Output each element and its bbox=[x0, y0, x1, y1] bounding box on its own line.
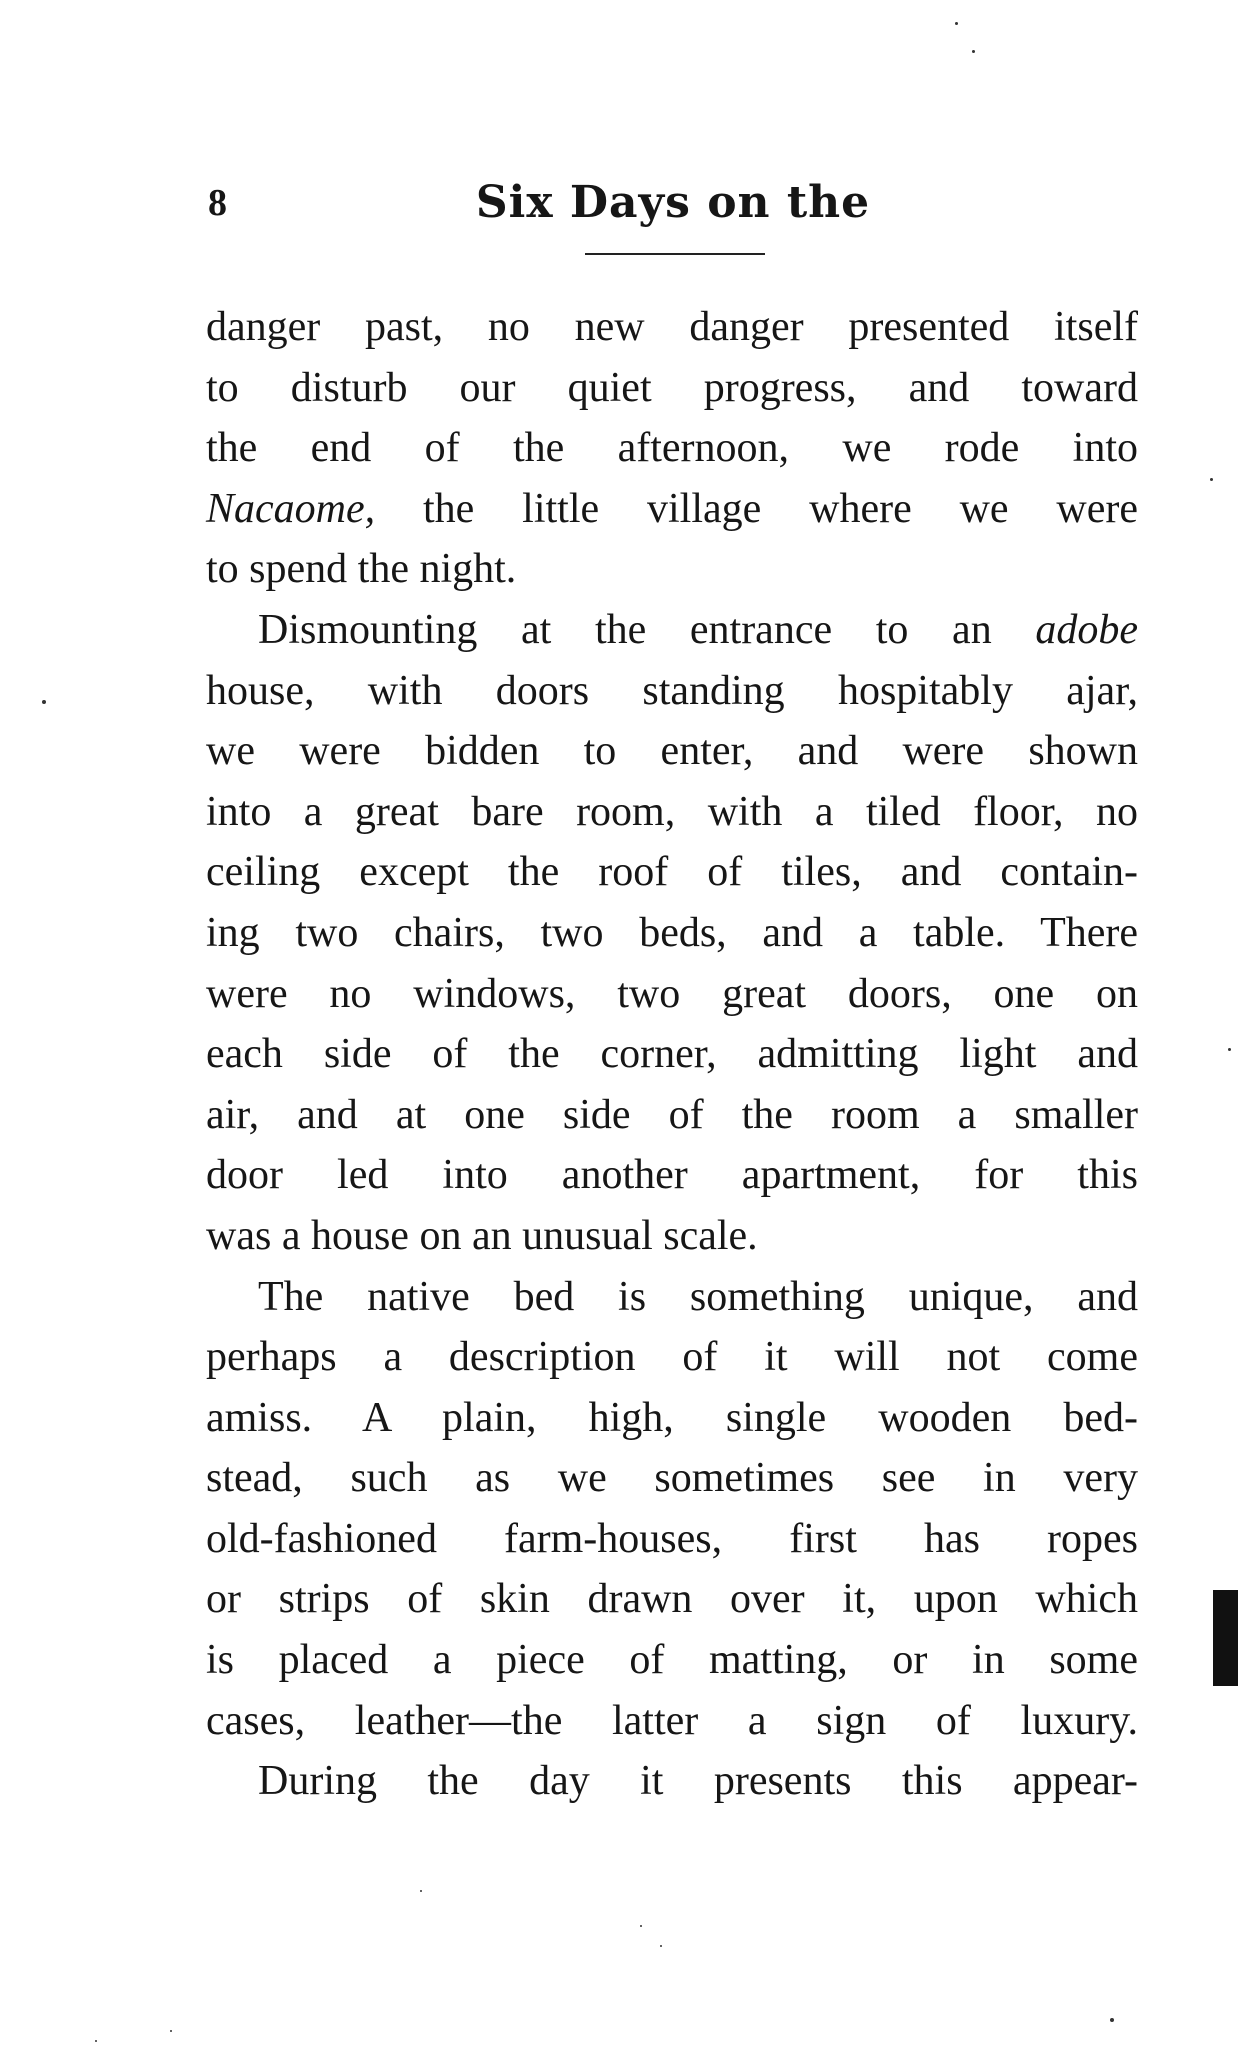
speck bbox=[170, 2030, 172, 2032]
text-line: old-fashioned farm-houses, first has ropes bbox=[206, 1515, 1138, 1562]
text-line: each side of the corner, admitting light and bbox=[206, 1031, 1138, 1078]
italic-term: adobe bbox=[1035, 606, 1138, 653]
text-line: we were bidden to enter, and were shown bbox=[206, 728, 1138, 775]
text-line: to spend the night. bbox=[206, 546, 517, 593]
text-line bbox=[206, 600, 1138, 661]
running-head-title: Six Days on the bbox=[475, 177, 871, 228]
text-line: During the day it presents this appear- bbox=[258, 1758, 1138, 1805]
speck bbox=[1228, 1048, 1231, 1051]
text-line: to disturb our quiet progress, and toward bbox=[206, 364, 1138, 411]
speck bbox=[972, 50, 975, 53]
speck bbox=[640, 1925, 642, 1927]
speck bbox=[420, 1890, 422, 1892]
running-head-rule bbox=[585, 253, 765, 255]
text-line: the end of the afternoon, we rode into bbox=[206, 425, 1138, 472]
text-line: stead, such as we sometimes see in very bbox=[206, 1455, 1138, 1502]
speck bbox=[660, 1945, 662, 1947]
text-line: air, and at one side of the room a smaller bbox=[206, 1091, 1138, 1138]
text-line: cases, leather—the latter a sign of luxury. bbox=[206, 1697, 1138, 1744]
text-line: into a great bare room, with a tiled floor, no bbox=[206, 788, 1138, 835]
text-line: The native bed is something unique, and bbox=[258, 1273, 1138, 1320]
text-line: ceiling except the roof of tiles, and contain- bbox=[206, 849, 1138, 896]
text-line: ing two chairs, two beds, and a table. There bbox=[206, 909, 1138, 956]
page-number: 8 bbox=[208, 182, 227, 224]
text-line: perhaps a description of it will not come bbox=[206, 1334, 1138, 1381]
speck bbox=[955, 22, 958, 25]
text-line: amiss. A plain, high, single wooden bed- bbox=[206, 1394, 1138, 1441]
text-line-rest: the little village where we were bbox=[375, 485, 1138, 532]
scan-margin-mark bbox=[1213, 1590, 1238, 1686]
speck bbox=[1110, 2018, 1114, 2022]
text-line: danger past, no new danger presented itself bbox=[206, 304, 1138, 350]
text-line: was a house on an unusual scale. bbox=[206, 1212, 758, 1259]
speck bbox=[1210, 478, 1213, 481]
text-line-start: Dismounting at the entrance to an bbox=[258, 606, 1036, 653]
running-head bbox=[208, 178, 1138, 238]
text-line: is placed a piece of matting, or in some bbox=[206, 1637, 1138, 1684]
italic-place-name: Nacaome, bbox=[206, 485, 376, 532]
text-line: house, with doors standing hospitably ajar, bbox=[206, 667, 1138, 714]
text-line bbox=[206, 479, 1138, 540]
text-line: door led into another apartment, for this bbox=[206, 1152, 1138, 1199]
text-line: or strips of skin drawn over it, upon which bbox=[206, 1576, 1138, 1623]
speck bbox=[42, 700, 46, 704]
text-line: were no windows, two great doors, one on bbox=[206, 970, 1138, 1017]
speck bbox=[95, 2040, 97, 2042]
body-text bbox=[206, 297, 1138, 1812]
